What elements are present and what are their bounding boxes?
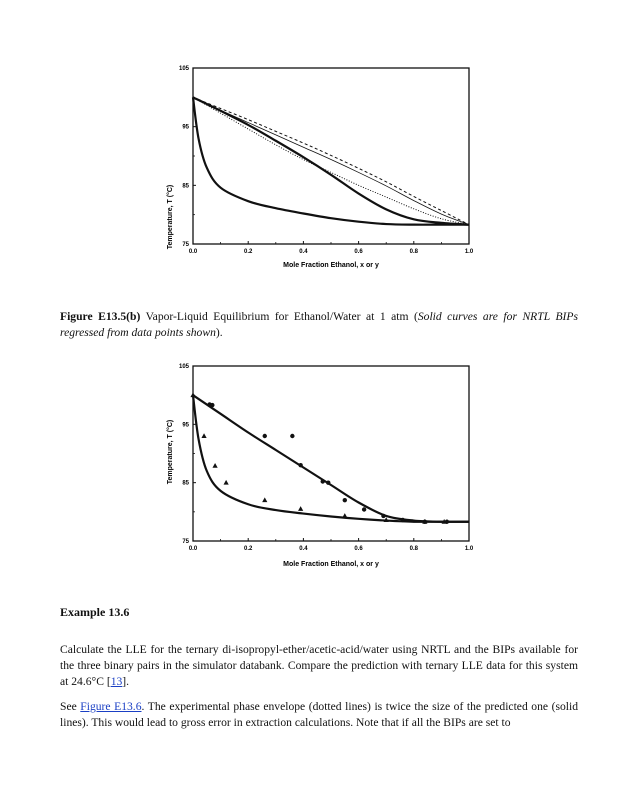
x-axis-label: Mole Fraction Ethanol, x or y xyxy=(283,262,379,269)
x-tick-label: 0.0 xyxy=(188,249,198,255)
series-line xyxy=(193,395,469,522)
y-tick-label: 85 xyxy=(182,480,189,487)
data-point-triangle xyxy=(342,513,347,518)
data-point-circle xyxy=(263,434,267,438)
chart-b xyxy=(0,360,635,575)
data-point-circle xyxy=(381,514,385,518)
x-tick-label: 0.4 xyxy=(299,546,308,552)
p1-end: ]. xyxy=(122,675,130,688)
y-tick-label: 95 xyxy=(182,124,189,131)
x-tick-label: 0.0 xyxy=(188,546,198,552)
p2-text: . The experimental phase envelope (dotted lines) is twice the size of the predicted one (solid lines). This would lead to gross error in extraction calculations. Note that if all the BIPs are set to xyxy=(60,700,578,729)
figure-vle-a xyxy=(0,60,635,275)
caption-text: Vapor-Liquid Equilibrium for Ethanol/Water at 1 atm ( xyxy=(140,310,418,323)
data-point-triangle xyxy=(190,392,195,397)
p1-text: Calculate the LLE for the ternary di-isopropyl-ether/acetic-acid/water using NRTL and the BIPs available for the three binary pairs in the simulator databank. Compare the prediction with ternary LLE data for this system at 24.6°C [ xyxy=(60,643,578,688)
y-tick-label: 75 xyxy=(182,242,189,248)
example-paragraph-1 xyxy=(60,642,578,690)
chart-a xyxy=(0,60,635,275)
figure-vle-b xyxy=(0,360,635,575)
data-point-triangle xyxy=(298,506,303,511)
x-tick-label: 0.8 xyxy=(409,249,418,255)
data-point-circle xyxy=(290,434,294,438)
figure-caption xyxy=(60,309,578,341)
p2-pre: See xyxy=(60,700,81,713)
caption-end: ). xyxy=(215,326,223,339)
plot-frame xyxy=(193,366,469,541)
x-tick-label: 1.0 xyxy=(464,546,474,552)
series-line xyxy=(193,97,469,224)
data-point-triangle xyxy=(262,497,267,502)
data-point-circle xyxy=(326,480,330,484)
y-tick-label: 95 xyxy=(182,422,189,429)
series-line xyxy=(193,395,469,522)
data-point-circle xyxy=(321,479,325,483)
y-tick-label: 105 xyxy=(178,364,189,370)
x-tick-label: 0.4 xyxy=(299,249,308,255)
data-point-circle xyxy=(298,463,302,467)
y-axis-label: Temperature, T (°C) xyxy=(167,419,174,485)
reference-link[interactable]: 13 xyxy=(110,675,123,688)
caption-italic: Solid curves are for NRTL BIPs regressed from data points shown xyxy=(60,310,578,339)
y-tick-label: 85 xyxy=(182,183,189,190)
figure-link[interactable]: Figure E13.6 xyxy=(80,700,142,713)
data-point-triangle xyxy=(212,463,217,468)
y-tick-label: 105 xyxy=(178,66,189,72)
x-axis-label: Mole Fraction Ethanol, x or y xyxy=(283,561,379,568)
x-tick-label: 0.2 xyxy=(244,249,253,255)
data-point-triangle xyxy=(201,433,206,438)
x-tick-label: 0.2 xyxy=(244,546,253,552)
data-point-triangle xyxy=(224,480,229,485)
data-point-circle xyxy=(210,403,214,407)
example-paragraph-2 xyxy=(60,699,578,731)
y-tick-label: 75 xyxy=(182,539,189,545)
data-point-circle xyxy=(343,498,347,502)
x-tick-label: 0.8 xyxy=(409,546,418,552)
data-point-circle xyxy=(401,518,405,522)
x-tick-label: 0.6 xyxy=(354,249,363,255)
x-tick-label: 0.6 xyxy=(354,546,363,552)
caption-label: Figure E13.5(b) xyxy=(60,310,141,323)
x-tick-label: 1.0 xyxy=(464,249,474,255)
example-heading: Example 13.6 xyxy=(60,605,130,619)
y-axis-label: Temperature, T (°C) xyxy=(167,184,174,250)
data-point-circle xyxy=(362,507,366,511)
